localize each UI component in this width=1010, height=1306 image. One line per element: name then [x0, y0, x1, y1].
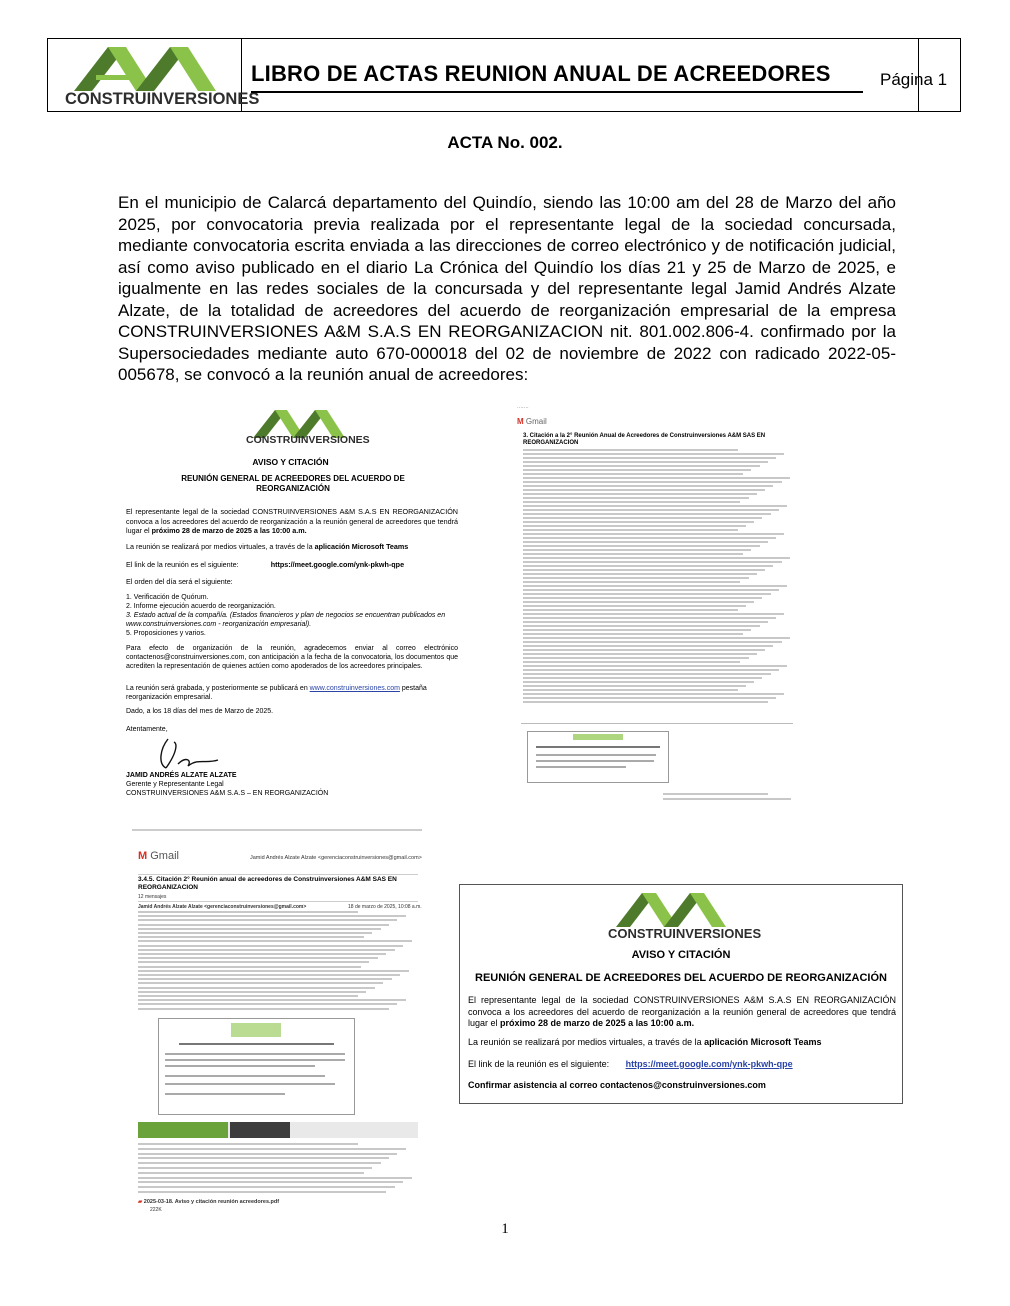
- notice2-p1-text: El representante legal de la sociedad CONSTRUINVERSIONES A&M S.A.S EN REORGANIZACIÓN convoca a los acreedores del acuerdo de reorganización a la reunión general de acreedores que tendrá lugar el: [468, 995, 896, 1028]
- notice-logo-wordmark: CONSTRUINVERSIONES: [246, 434, 370, 446]
- illegible-text-line: [523, 685, 746, 687]
- gmail2-subject: 3.4.5. Citación 2° Reunión anual de acreedores de Construinversiones A&M SAS EN REORGANIZACION: [138, 876, 397, 891]
- agenda-item: 3. Estado actual de la compañía. (Estados financieros y plan de negocios se encuentran publicados en www.construinversiones.com - reorganización empresarial).: [126, 612, 446, 628]
- notice2-p2-app: aplicación Microsoft Teams: [704, 1037, 822, 1047]
- gmail2-disclaimer-text: [138, 1143, 420, 1195]
- illegible-text-line: [523, 701, 768, 703]
- notice-p2-text: La reunión se realizará por medios virtuales, a través de la: [126, 542, 315, 551]
- gmail-brand-text: Gmail: [525, 417, 547, 426]
- preview-line: [536, 754, 656, 756]
- notice2-subheading: REUNIÓN GENERAL DE ACREEDORES DEL ACUERDO DE REORGANIZACIÓN: [475, 972, 887, 984]
- notice-p2-app: aplicación Microsoft Teams: [314, 542, 409, 551]
- illegible-text-line: [138, 932, 372, 934]
- illegible-text-line: [138, 1181, 403, 1183]
- illegible-text-line: [523, 565, 773, 567]
- attachment-size: 222K: [150, 1207, 162, 1213]
- agenda-item: 2. Informe ejecución acuerdo de reorganización.: [126, 603, 276, 610]
- illegible-text-line: [523, 697, 776, 699]
- notice2-paragraph-2: [468, 1037, 896, 1047]
- illegible-text-line: [523, 597, 762, 599]
- divider: [138, 901, 418, 902]
- gmail1-subject: 3. Citación a la 2° Reunión Anual de Acreedores de Construinversiones A&M SAS EN REORGANIZACION: [523, 433, 766, 446]
- notice2-p1-date: próximo 28 de marzo de 2025 a las 10:00 a.m.: [500, 1018, 695, 1028]
- illegible-text-line: [523, 601, 754, 603]
- illegible-text-line: [523, 625, 760, 627]
- illegible-text-line: [523, 485, 773, 487]
- print-header-text: ·······: [517, 405, 529, 411]
- illegible-text-line: [523, 545, 760, 547]
- page-label: Página 1: [880, 70, 948, 89]
- page-number: 1: [501, 1221, 509, 1237]
- illegible-text-line: [138, 987, 375, 989]
- illegible-text-line: [138, 911, 358, 913]
- illegible-text-line: [138, 991, 366, 993]
- preview-line: [165, 1053, 345, 1055]
- illegible-text-line: [138, 940, 412, 942]
- illegible-text-line: [138, 995, 358, 997]
- notice-meeting-link[interactable]: https://meet.google.com/ynk-pkwh-qpe: [270, 560, 405, 569]
- illegible-text-line: [523, 589, 779, 591]
- notice2-meeting-link[interactable]: https://meet.google.com/ynk-pkwh-qpe: [625, 1059, 793, 1069]
- pdf-icon: ▰: [138, 1199, 143, 1205]
- illegible-text-line: [523, 469, 751, 471]
- illegible-text-line: [523, 577, 749, 579]
- illegible-text-line: [138, 928, 381, 930]
- illegible-text-line: [523, 593, 771, 595]
- gmail-screenshot-2: [128, 825, 425, 1217]
- illegible-text-line: [138, 1008, 389, 1010]
- illegible-text-line: [138, 1177, 412, 1179]
- illegible-text-line: [523, 641, 782, 643]
- illegible-text-line: [523, 513, 771, 515]
- preview-line: [165, 1083, 335, 1085]
- preview-line: [536, 760, 654, 762]
- notice-paragraph-3: [126, 560, 458, 569]
- header-title-cell: [241, 39, 919, 111]
- illegible-text-line: [138, 1167, 372, 1169]
- notice2-paragraph-3: [468, 1059, 896, 1069]
- illegible-text-line: [138, 961, 369, 963]
- illegible-text-line: [523, 645, 773, 647]
- notice2-logo-wordmark: CONSTRUINVERSIONES: [608, 926, 762, 941]
- illegible-text-line: [523, 653, 757, 655]
- illegible-text-line: [523, 557, 790, 559]
- signature-image: [148, 734, 238, 774]
- gmail2-from: Jamid Andrés Alzate Alzate <gerenciaconstruinversiones@gmail.com>: [138, 904, 307, 910]
- illegible-text-line: [523, 605, 746, 607]
- notice2-confirm: Confirmar asistencia al correo contactenos@construinversiones.com: [468, 1080, 766, 1090]
- notice-closing: Atentamente,: [126, 726, 168, 733]
- preview-line: [536, 766, 626, 768]
- gmail1-footer-text: [663, 793, 798, 803]
- illegible-text-line: [523, 449, 738, 451]
- notice-agenda-list: [126, 593, 456, 638]
- illegible-text-line: [523, 489, 765, 491]
- illegible-text-line: [138, 924, 389, 926]
- notice-p5-tail: pestaña reorganización empresarial.: [126, 685, 427, 701]
- notice-heading: AVISO Y CITACIÓN: [252, 457, 329, 467]
- gmail2-attachment[interactable]: [138, 1199, 279, 1205]
- illegible-text-line: [523, 621, 768, 623]
- attachment-filename: 2025-03-18. Aviso y citación reunión acreedores.pdf: [143, 1199, 280, 1205]
- illegible-text-line: [523, 517, 762, 519]
- header-logo-cell: [48, 39, 260, 111]
- gmail2-signature-banner: [138, 1122, 418, 1138]
- notice2-p2-text: La reunión se realizará por medios virtuales, a través de la: [468, 1037, 705, 1047]
- notice-p3-text: El link de la reunión es el siguiente:: [126, 560, 239, 569]
- notice-paragraph-5: [126, 684, 458, 702]
- illegible-text-line: [138, 915, 406, 917]
- gmail1-attachment-preview: [527, 731, 669, 783]
- notice2-paragraph-1: [468, 995, 896, 1030]
- preview-line: [165, 1075, 325, 1077]
- illegible-text-line: [138, 1143, 358, 1145]
- illegible-text-line: [523, 657, 749, 659]
- gmail2-attachment-preview: [158, 1018, 355, 1115]
- illegible-text-line: [523, 633, 743, 635]
- notice-p1-date: próximo 28 de marzo de 2025 a las 10:00 a.m.: [151, 526, 307, 535]
- illegible-text-line: [523, 689, 738, 691]
- signature-banner-green: [138, 1122, 228, 1138]
- notice-scan: [118, 404, 463, 800]
- notice-signer-company: CONSTRUINVERSIONES A&M S.A.S – EN REORGANIZACIÓN: [126, 790, 329, 797]
- notice2-logo-mark: [610, 889, 750, 929]
- preview-line: [165, 1065, 315, 1067]
- gmail-screenshot-1: [513, 405, 801, 805]
- preview-logo: [573, 734, 623, 740]
- illegible-text-line: [523, 525, 746, 527]
- construinversiones-logo-mark: [66, 41, 226, 93]
- preview-logo: [231, 1023, 281, 1037]
- illegible-text-line: [523, 673, 771, 675]
- notice-subheading: REUNIÓN GENERAL DE ACREEDORES DEL ACUERDO DE REORGANIZACIÓN: [181, 474, 405, 493]
- illegible-text-line: [138, 1162, 381, 1164]
- illegible-text-line: [523, 465, 760, 467]
- gmail-brand-2: [138, 850, 179, 862]
- illegible-text-line: [523, 549, 751, 551]
- illegible-text-line: [523, 533, 784, 535]
- illegible-text-line: [138, 1191, 386, 1193]
- illegible-text-line: [523, 609, 738, 611]
- divider: [521, 723, 793, 724]
- notice-p5-text: La reunión será grabada, y posteriormente se publicará en: [126, 685, 310, 692]
- illegible-text-line: [138, 1148, 406, 1150]
- illegible-text-line: [523, 561, 782, 563]
- illegible-text-line: [523, 501, 740, 503]
- preview-line: [165, 1059, 345, 1061]
- notice-agenda-intro: El orden del día será el siguiente:: [126, 577, 233, 586]
- gmail-icon: M: [138, 850, 148, 862]
- illegible-text-line: [523, 509, 779, 511]
- illegible-text-line: [523, 669, 779, 671]
- illegible-text-line: [523, 453, 784, 455]
- illegible-text-line: [523, 461, 768, 463]
- illegible-text-line: [523, 505, 787, 507]
- illegible-text-line: [523, 693, 784, 695]
- illegible-text-line: [523, 493, 757, 495]
- illegible-text-line: [523, 553, 743, 555]
- notice-signer-role: Gerente y Representante Legal: [126, 781, 224, 788]
- document-header: [47, 38, 961, 112]
- illegible-text-line: [138, 957, 378, 959]
- gmail2-recipients-text: [138, 911, 420, 1011]
- illegible-text-line: [523, 541, 768, 543]
- illegible-text-line: [138, 919, 397, 921]
- illegible-text-line: [138, 970, 409, 972]
- agenda-item: 5. Proposiciones y varios.: [126, 630, 206, 637]
- illegible-text-line: [523, 473, 743, 475]
- illegible-text-line: [138, 953, 386, 955]
- illegible-text-line: [138, 1003, 397, 1005]
- signature-banner-dark: [230, 1122, 290, 1138]
- illegible-text-line: [138, 936, 364, 938]
- notice-paragraph-1: [126, 507, 458, 536]
- gmail2-sender-header: Jamid Andrés Alzate Alzate <gerenciaconstruinversiones@gmail.com>: [250, 855, 422, 861]
- document-title: LIBRO DE ACTAS REUNION ANUAL DE ACREEDORES: [251, 61, 863, 93]
- notice2-heading: AVISO Y CITACIÓN: [631, 949, 731, 961]
- illegible-text-line: [523, 585, 787, 587]
- illegible-text-line: [138, 974, 400, 976]
- gmail1-body-text: [523, 449, 798, 707]
- notice-p1-text: El representante legal de la sociedad CONSTRUINVERSIONES A&M S.A.S EN REORGANIZACIÓN convoca a los acreedores del acuerdo de reorganización a la reunión general de acreedores que tendrá lugar el: [126, 507, 458, 535]
- illegible-text-line: [138, 966, 361, 968]
- notice-crop: [459, 884, 903, 1104]
- illegible-text-line: [523, 677, 762, 679]
- illegible-text-line: [663, 798, 791, 800]
- divider: [138, 874, 418, 875]
- illegible-text-line: [138, 945, 403, 947]
- preview-line: [536, 746, 660, 748]
- illegible-text-line: [523, 613, 784, 615]
- illegible-text-line: [138, 982, 383, 984]
- illegible-text-line: [138, 1157, 389, 1159]
- acta-title: ACTA No. 002.: [447, 133, 563, 152]
- gmail-icon: M: [517, 417, 524, 426]
- illegible-text-line: [523, 629, 751, 631]
- gmail2-date: 18 de marzo de 2025, 10:08 a.m.: [348, 904, 422, 910]
- illegible-text-line: [663, 793, 768, 795]
- illegible-text-line: [523, 649, 765, 651]
- illegible-text-line: [523, 581, 740, 583]
- notice-signer: JAMID ANDRÉS ALZATE ALZATE: [126, 772, 237, 779]
- gmail-brand-1: [517, 417, 547, 426]
- header-page-cell: [880, 39, 960, 111]
- gmail-brand-text: Gmail: [150, 850, 179, 862]
- intro-paragraph: En el municipio de Calarcá departamento del Quindío, siendo las 10:00 am del 28 de Marzo del año 2025, por convocatoria previa realizada por el representante legal de la sociedad concursada, mediante convocatoria escrita enviada a las direcciones de correo electrónico y de notificación judicial, así como aviso publicado en el diario La Crónica del Quindío los días 21 y 25 de Marzo de 2025, e igualmente en las redes sociales de la concursada y del representante legal Jamid Andrés Alzate Alzate, de la totalidad de acreedores del acuerdo de reorganización empresarial de la empresa CONSTRUINVERSIONES A&M S.A.S EN REORGANIZACION nit. 801.002.806-4. confirmado por la Supersociedades mediante auto 670-000018 del 02 de noviembre de 2022 con radicado 2022-05-005678, se convocó a la reunión anual de acreedores:: [118, 193, 896, 384]
- illegible-text-line: [523, 497, 749, 499]
- illegible-text-line: [138, 978, 392, 980]
- illegible-text-line: [523, 637, 790, 639]
- notice-paragraph-4: Para efecto de organización de la reunión, agradecemos enviar al correo electrónico contactenos@construinversiones.com, con anticipación a la fecha de la convocatoria, los documentos que acrediten la representación de quienes actúen como apoderados de los acreedores principales.: [126, 645, 458, 670]
- illegible-text-line: [138, 1153, 397, 1155]
- agenda-item: 1. Verificación de Quórum.: [126, 594, 209, 601]
- logo-wordmark: CONSTRUINVERSIONES: [65, 90, 260, 108]
- illegible-text-line: [138, 999, 406, 1001]
- illegible-text-line: [523, 681, 754, 683]
- illegible-text-line: [523, 573, 757, 575]
- illegible-text-line: [523, 569, 765, 571]
- preview-line: [165, 1093, 285, 1095]
- notice-website-link[interactable]: www.construinversiones.com: [309, 685, 400, 692]
- illegible-text-line: [138, 1172, 364, 1174]
- illegible-text-line: [523, 529, 738, 531]
- illegible-text-line: [523, 537, 776, 539]
- illegible-text-line: [523, 477, 790, 479]
- illegible-text-line: [523, 661, 740, 663]
- illegible-text-line: [523, 521, 754, 523]
- notice2-p3-text: El link de la reunión es el siguiente:: [468, 1059, 610, 1069]
- notice-paragraph-2: [126, 542, 458, 551]
- notice-date-line: Dado, a los 18 días del mes de Marzo de 2025.: [126, 708, 274, 715]
- preview-line: [179, 1043, 334, 1045]
- print-header-line: [132, 829, 422, 831]
- illegible-text-line: [138, 1186, 395, 1188]
- illegible-text-line: [523, 481, 782, 483]
- illegible-text-line: [523, 617, 776, 619]
- gmail2-message-count: 12 mensajes: [138, 894, 167, 900]
- illegible-text-line: [523, 665, 787, 667]
- illegible-text-line: [523, 457, 776, 459]
- illegible-text-line: [138, 949, 395, 951]
